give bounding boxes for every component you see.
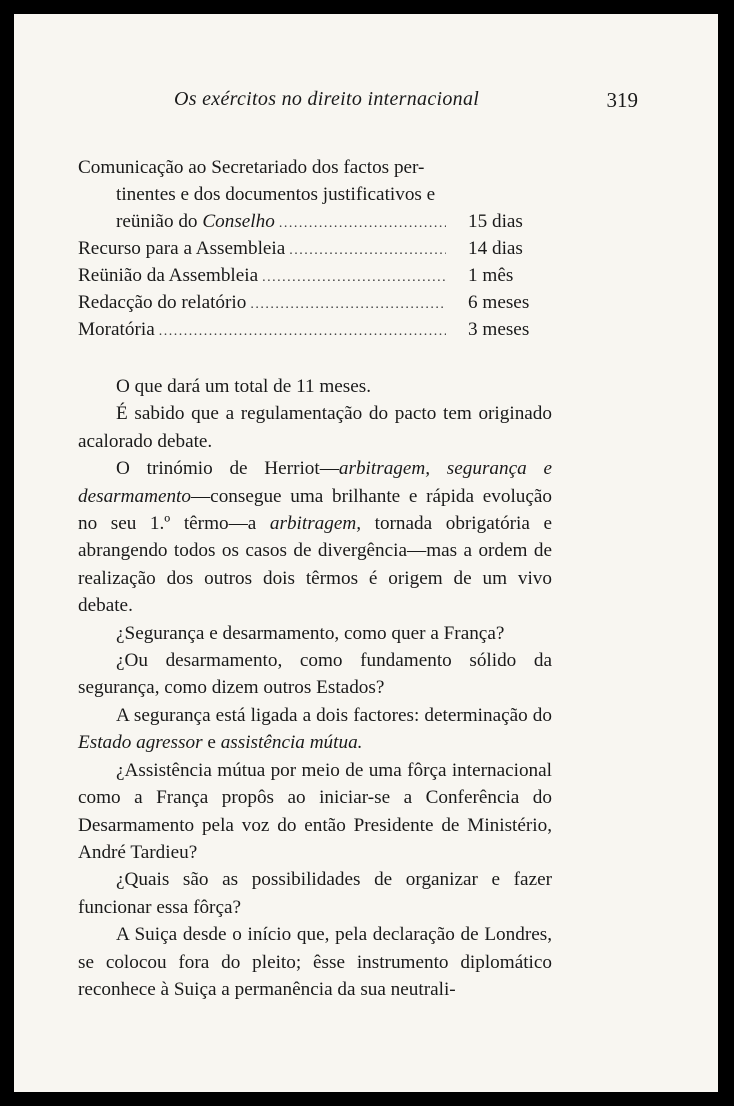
schedule-item-label: Reünião da Assembleia [78,265,259,286]
paragraph: ¿Assistência mútua por meio de uma fôrça internacional como a França propôs ao iniciar-se a Conferência do Desarmamento pela voz do então Presidente de Ministério, André Tardieu? [78,759,552,863]
schedule-item-assembly-meeting [78,262,552,289]
schedule-item-label: Moratória [78,319,155,340]
book-page [14,14,718,1092]
schedule-item-duration: 6 meses [468,292,530,313]
dot-leader [289,237,446,264]
schedule-item-label: reünião do Conselho [116,211,275,232]
schedule-item-label-line: tinentes e dos documentos justificativos e [116,184,436,205]
paragraph: O que dará um total de 11 meses. [116,376,372,397]
schedule-item-label: Redacção do relatório [78,292,247,313]
schedule-item-duration: 14 dias [468,238,523,259]
dot-leader [279,210,446,237]
dot-leader [262,264,446,291]
dot-leader [159,318,446,345]
procedure-schedule [78,154,552,343]
schedule-item-duration: 3 meses [468,319,530,340]
schedule-item-moratorium [78,316,552,343]
paragraph: O trinómio de Herriot—arbitragem, segurança e desarmamento—consegue uma brilhante e rápida evolução no seu 1.º têrmo—a arbitragem, tornada obrigatória e abrangendo todos os casos de divergência—mas a ordem de realização dos outros dois têrmos é origem de um vivo debate. [78,458,552,617]
schedule-item-report [78,289,552,316]
page-header [78,78,638,118]
schedule-item-appeal [78,235,552,262]
schedule-item-duration: 1 mês [468,265,514,286]
body-text [78,373,552,1003]
running-title: Os exércitos no direito internacional [174,88,480,110]
schedule-item-communication [78,154,552,235]
paragraph: ¿Quais são as possibilidades de organizar e fazer funcionar essa fôrça? [78,869,552,918]
paragraph: É sabido que a regulamentação do pacto tem originado acalorado debate. [78,403,552,452]
paragraph: A segurança está ligada a dois factores: determinação do Estado agressor e assistência mútua. [78,704,552,754]
schedule-item-label-line: Comunicação ao Secretariado dos factos per- [78,157,425,178]
paragraph: ¿Ou desarmamento, como fundamento sólido da segurança, como dizem outros Estados? [78,650,552,699]
schedule-item-label: Recurso para a Assembleia [78,238,286,259]
paragraph: A Suiça desde o início que, pela declaração de Londres, se colocou fora do pleito; êsse instrumento diplomático reconhece à Suiça a permanência da sua neutrali- [78,924,552,1000]
dot-leader [250,291,446,318]
page-body [78,154,552,1003]
page-number: 319 [606,88,638,112]
schedule-item-duration: 15 dias [468,211,523,232]
paragraph: ¿Segurança e desarmamento, como quer a França? [116,622,505,644]
